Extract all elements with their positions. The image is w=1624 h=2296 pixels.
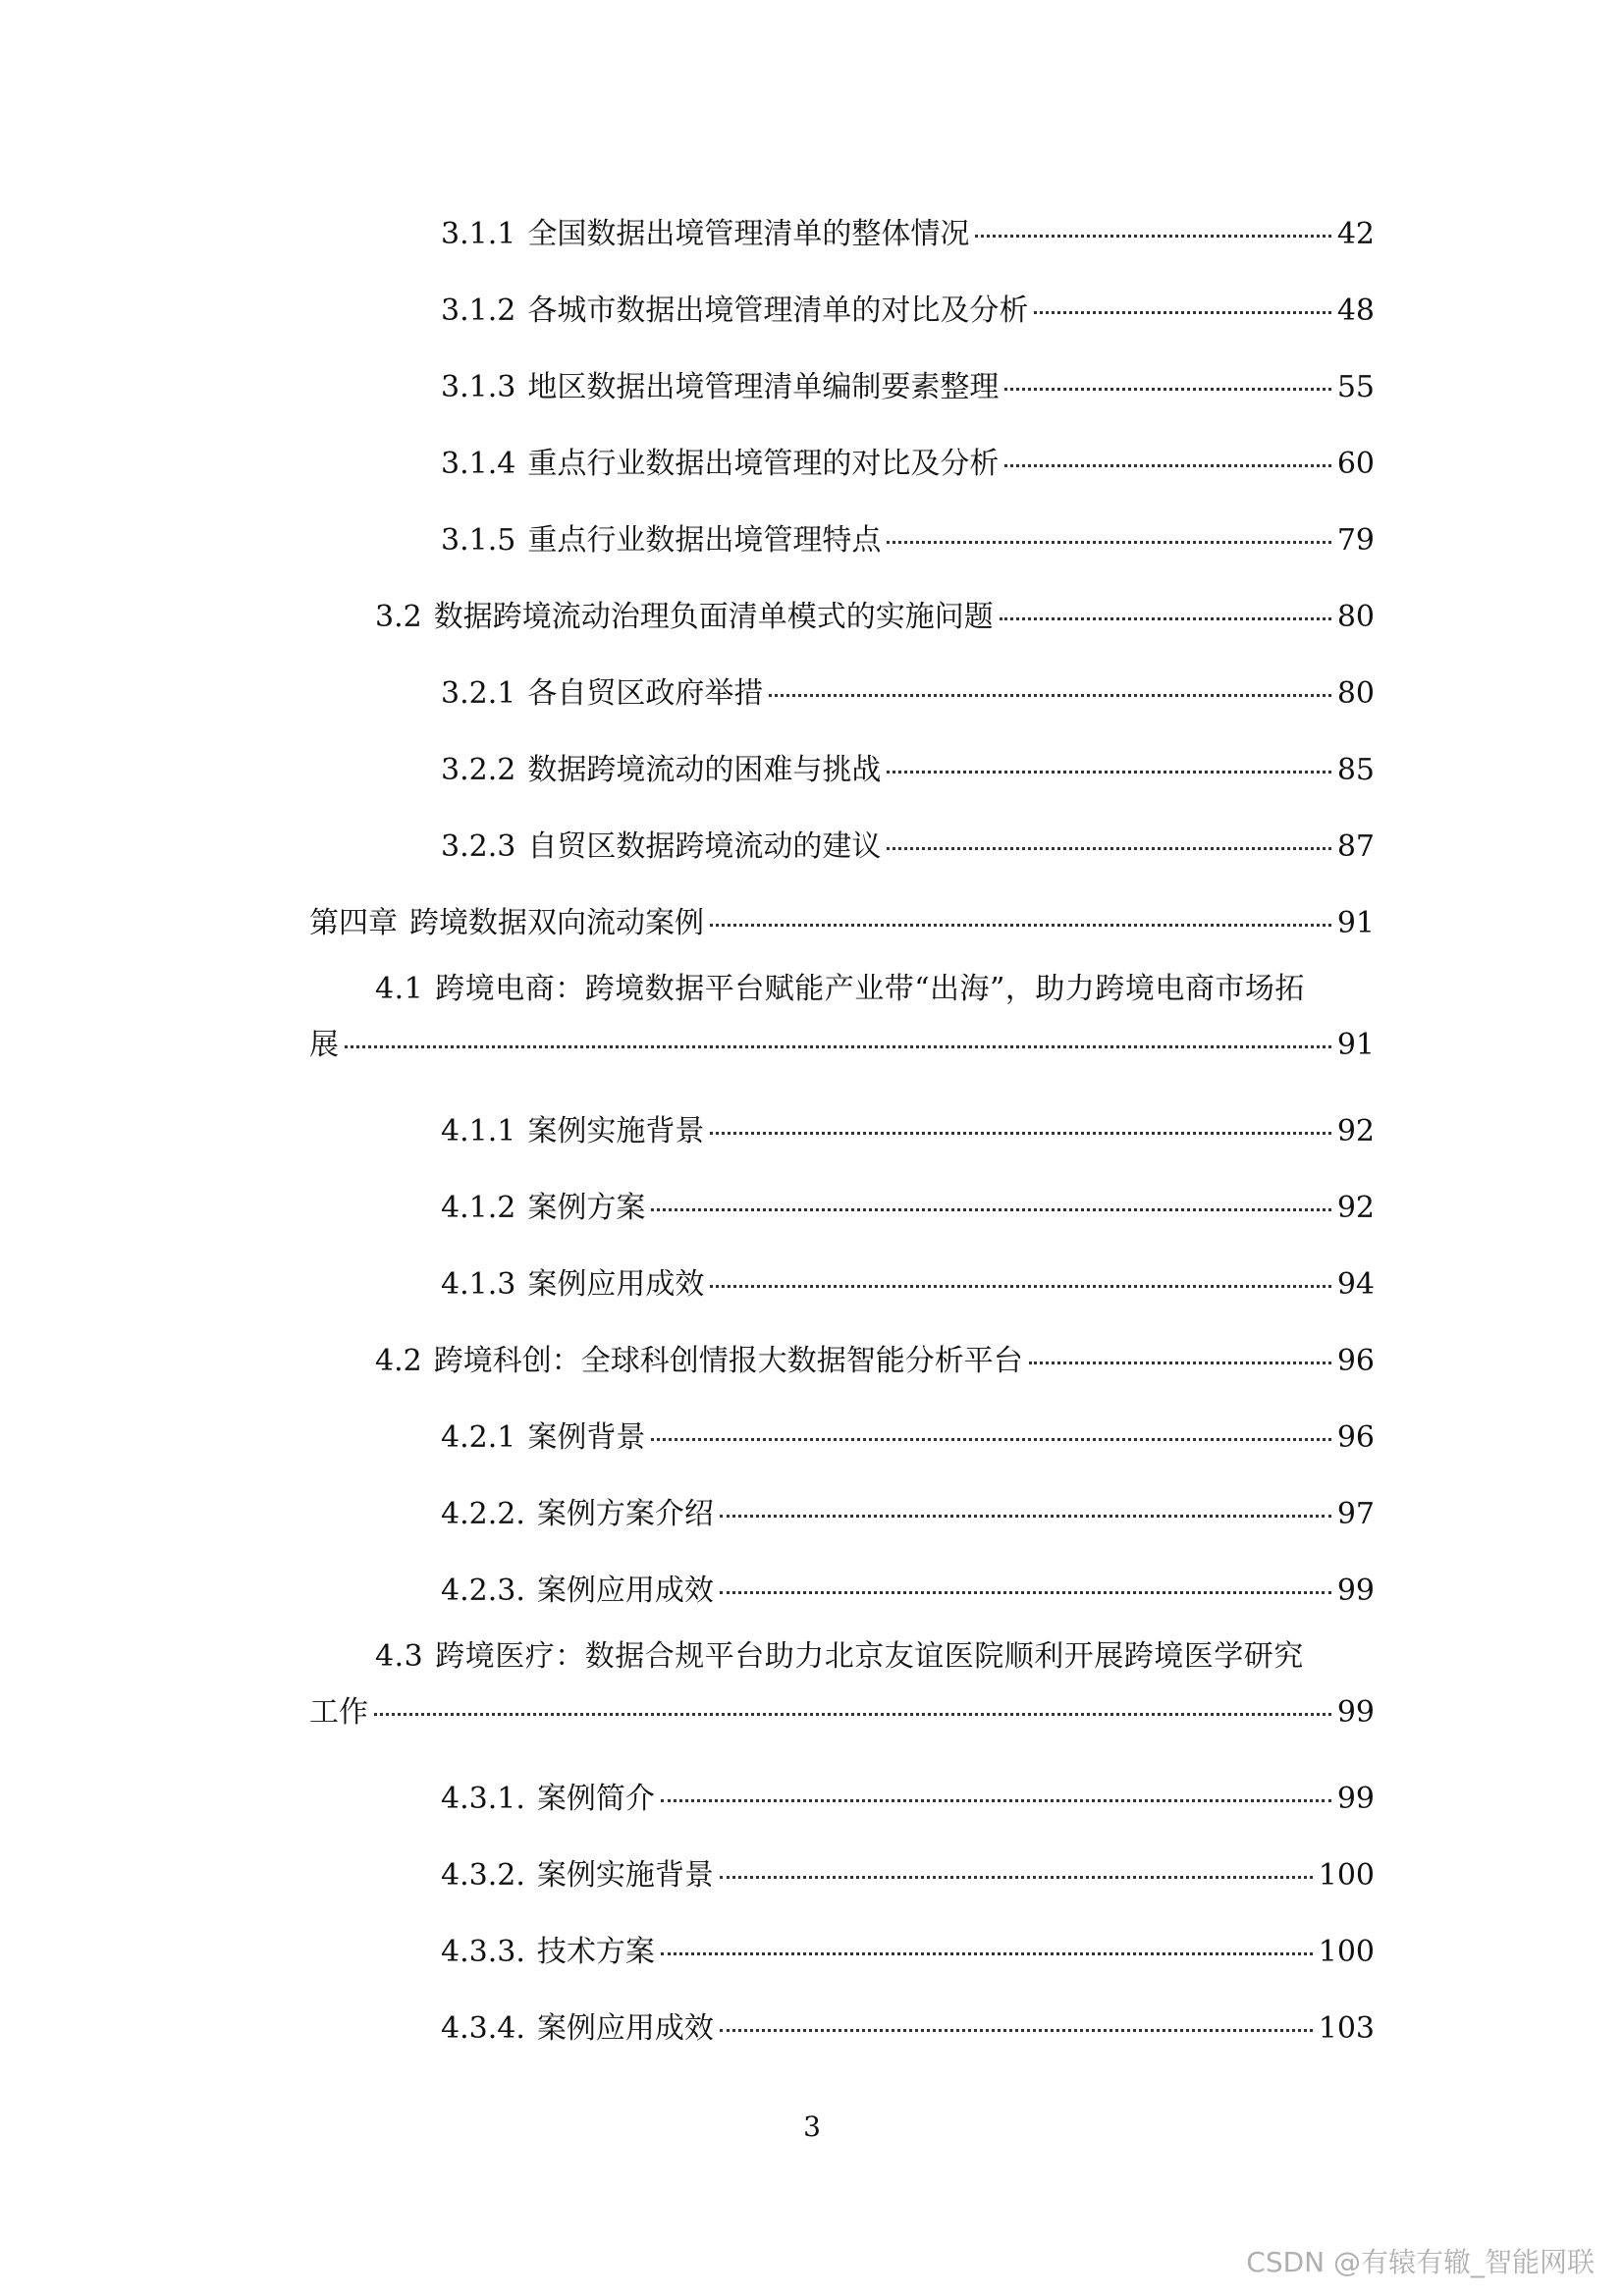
- toc-entry-4-3-3: [309, 1914, 1375, 1991]
- toc-entry-title: 跨境数据双向流动案例: [409, 906, 704, 940]
- toc-entry-page: 91: [1336, 1028, 1375, 1062]
- toc-entry-title: 各城市数据出境管理清单的对比及分析: [527, 294, 1029, 328]
- toc-entry-page: 92: [1336, 1191, 1375, 1225]
- toc-entry-number: 3.2.1: [441, 676, 516, 711]
- toc-entry-chapter-4: [309, 885, 1375, 962]
- toc-entry-4-3-2: [309, 1838, 1375, 1914]
- toc-entry-number: 第四章: [309, 906, 398, 940]
- toc-entry-3-1-4: [309, 426, 1375, 503]
- toc-entry-page: 91: [1336, 906, 1375, 940]
- toc-entry-title: 数据跨境流动治理负面清单模式的实施问题: [433, 600, 994, 634]
- toc-entry-number: 4.2.3.: [441, 1574, 525, 1608]
- toc-entry-title: 案例实施背景: [527, 1114, 705, 1148]
- toc-entry-number: 4.2.1: [441, 1420, 516, 1455]
- dot-leader: [345, 1045, 1331, 1048]
- csdn-watermark: CSDN @有辕有辙_智能网联: [1246, 2246, 1595, 2278]
- toc-entry-page: 96: [1336, 1420, 1375, 1455]
- toc-entry-page: 100: [1318, 1858, 1375, 1893]
- dot-leader: [651, 1438, 1330, 1441]
- toc-entry-3-1-1: [309, 196, 1375, 273]
- dot-leader: [661, 1799, 1331, 1802]
- toc-entry-title: 重点行业数据出境管理特点: [527, 523, 882, 558]
- toc-entry-page: 80: [1336, 600, 1375, 634]
- toc-entry-number: 4.1.1: [441, 1114, 516, 1148]
- dot-leader: [975, 235, 1330, 238]
- toc-entry-title: 案例简介: [536, 1782, 655, 1816]
- toc-entry-number: 4.1.3: [441, 1267, 516, 1302]
- toc-entry-page: 92: [1336, 1114, 1375, 1148]
- toc-entry-4-2-2: [309, 1476, 1375, 1553]
- dot-leader: [1034, 311, 1330, 314]
- toc-entry-title: 技术方案: [536, 1935, 655, 1969]
- dot-leader: [887, 847, 1330, 850]
- dot-leader: [720, 1876, 1313, 1879]
- dot-leader: [720, 1591, 1331, 1594]
- dot-leader: [769, 694, 1330, 697]
- toc-entry-number: 4.3.4.: [441, 2011, 525, 2046]
- toc-entry-number: 4.1: [375, 972, 424, 1006]
- toc-entry-title: 案例方案: [527, 1191, 646, 1225]
- dot-leader: [661, 1952, 1313, 1955]
- toc-entry-title: 案例实施背景: [536, 1858, 714, 1893]
- toc-entry-page: 55: [1336, 370, 1375, 404]
- toc-entry-4-3-1: [309, 1761, 1375, 1838]
- dot-leader: [1029, 1362, 1331, 1364]
- toc-entry-4-1-2: [309, 1170, 1375, 1247]
- toc-entry-page: 97: [1336, 1497, 1375, 1531]
- toc-entry-4-3: [309, 1629, 1375, 1741]
- toc-entry-title: 案例应用成效: [536, 2011, 714, 2046]
- toc-entry-title: 数据跨境流动的困难与挑战: [527, 753, 882, 787]
- toc-entry-3-1-3: [309, 349, 1375, 426]
- toc-entry-title: 案例应用成效: [536, 1574, 714, 1608]
- toc-entry-number: 3.2.2: [441, 753, 516, 787]
- toc-entry-3-2-2: [309, 732, 1375, 809]
- toc-entry-title: 跨境医疗：数据合规平台助力北京友谊医院顺利开展跨境医学研究: [435, 1639, 1304, 1674]
- toc-entry-4-1-3: [309, 1247, 1375, 1323]
- toc-entry-page: 96: [1336, 1344, 1375, 1378]
- toc-entry-title: 案例方案介绍: [536, 1497, 714, 1531]
- toc-entry-page: 85: [1336, 753, 1375, 787]
- page-number: 3: [803, 2110, 821, 2143]
- toc-entry-title: 重点行业数据出境管理的对比及分析: [527, 447, 1000, 481]
- toc-entry-title: 案例应用成效: [527, 1267, 705, 1302]
- toc-entry-page: 99: [1336, 1695, 1375, 1730]
- toc-entry-title-continued: 工作: [309, 1695, 368, 1730]
- toc-entry-number: 4.1.2: [441, 1191, 516, 1225]
- toc-entry-page: 103: [1318, 2011, 1375, 2046]
- toc-entry-page: 79: [1336, 523, 1375, 558]
- toc-entry-3-2-1: [309, 656, 1375, 732]
- toc-entry-3-1-5: [309, 503, 1375, 579]
- toc-entry-title: 各自贸区政府举措: [527, 676, 764, 711]
- toc-entry-page: 48: [1336, 294, 1375, 328]
- toc-entry-title: 自贸区数据跨境流动的建议: [527, 829, 882, 864]
- toc-entry-number: 3.1.3: [441, 370, 516, 404]
- toc-entry-3-2: [309, 579, 1375, 656]
- toc-entry-number: 4.3: [375, 1639, 424, 1674]
- toc-entry-4-2-1: [309, 1400, 1375, 1476]
- toc-entry-4-1-1: [309, 1094, 1375, 1170]
- toc-entry-number: 4.3.3.: [441, 1935, 525, 1969]
- toc-entry-title: 案例背景: [527, 1420, 646, 1455]
- toc-entry-3-1-2: [309, 273, 1375, 349]
- toc-entry-page: 87: [1336, 829, 1375, 864]
- toc-entry-4-2-3: [309, 1553, 1375, 1629]
- toc-entry-number: 3.1.1: [441, 217, 516, 251]
- toc-entry-number: 3.1.4: [441, 447, 516, 481]
- dot-leader: [720, 2029, 1313, 2032]
- dot-leader: [887, 771, 1330, 774]
- dot-leader: [710, 1285, 1330, 1288]
- dot-leader: [720, 1515, 1331, 1518]
- toc-entry-page: 100: [1318, 1935, 1375, 1969]
- toc-entry-number: 4.2: [375, 1344, 422, 1378]
- toc-entry-3-2-3: [309, 809, 1375, 885]
- dot-leader: [710, 1132, 1330, 1135]
- toc-entry-number: 3.1.2: [441, 294, 516, 328]
- toc-entry-number: 4.3.1.: [441, 1782, 525, 1816]
- toc-entry-4-3-4: [309, 1991, 1375, 2067]
- toc-entry-title-continued: 展: [309, 1028, 339, 1062]
- toc-entry-number: 3.2: [375, 600, 422, 634]
- toc-entry-title: 地区数据出境管理清单编制要素整理: [527, 370, 1000, 404]
- toc-entry-number: 3.2.3: [441, 829, 516, 864]
- toc-entry-page: 99: [1336, 1782, 1375, 1816]
- toc-entry-4-1: [309, 962, 1375, 1074]
- toc-entry-number: 3.1.5: [441, 523, 516, 558]
- dot-leader: [710, 924, 1331, 927]
- toc-entry-page: 94: [1336, 1267, 1375, 1302]
- toc-entry-title: 跨境电商：跨境数据平台赋能产业带“出海”，助力跨境电商市场拓: [435, 972, 1305, 1006]
- toc-entry-title: 全国数据出境管理清单的整体情况: [527, 217, 970, 251]
- toc-entry-4-2: [309, 1323, 1375, 1400]
- toc-entry-page: 42: [1336, 217, 1375, 251]
- dot-leader: [887, 541, 1330, 544]
- toc-entry-page: 99: [1336, 1574, 1375, 1608]
- toc-entry-number: 4.2.2.: [441, 1497, 525, 1531]
- dot-leader: [374, 1713, 1331, 1716]
- dot-leader: [1004, 388, 1330, 391]
- table-of-contents: [309, 196, 1375, 2067]
- toc-entry-title: 跨境科创：全球科创情报大数据智能分析平台: [433, 1344, 1023, 1378]
- toc-entry-number: 4.3.2.: [441, 1858, 525, 1893]
- dot-leader: [1000, 617, 1331, 620]
- toc-entry-page: 60: [1336, 447, 1375, 481]
- dot-leader: [1004, 464, 1330, 467]
- toc-entry-page: 80: [1336, 676, 1375, 711]
- dot-leader: [651, 1208, 1330, 1211]
